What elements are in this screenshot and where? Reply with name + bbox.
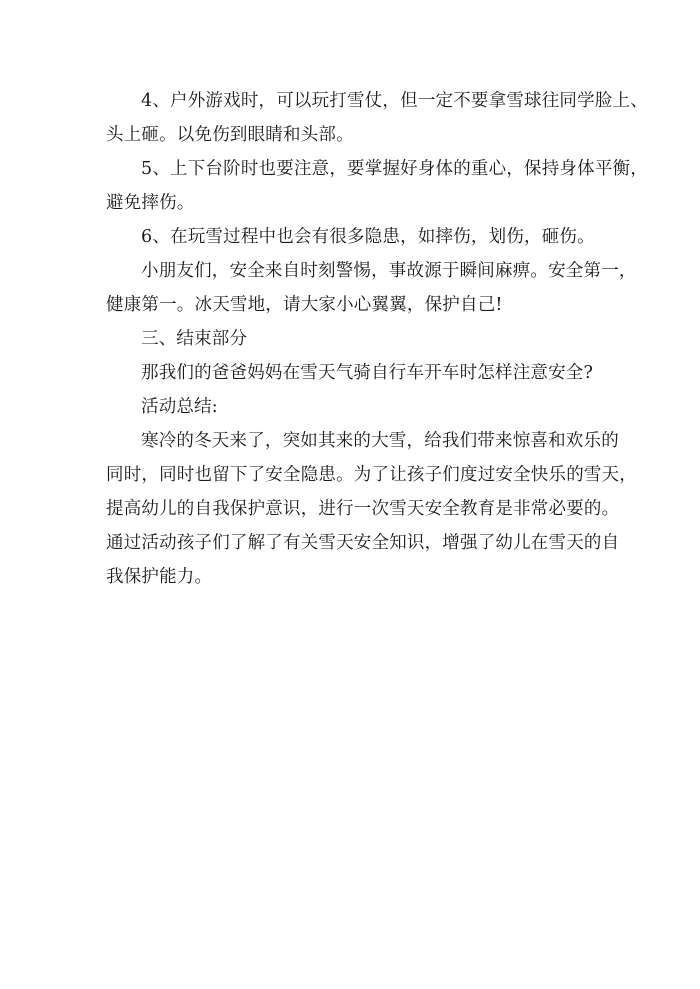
text-line: 寒冷的冬天来了，突如其来的大雪，给我们带来惊喜和欢乐的 xyxy=(141,431,619,451)
text-line: 我保护能力。 xyxy=(106,567,213,587)
text-line: 提高幼儿的自我保护意识，进行一次雪天安全教育是非常必要的。 xyxy=(106,499,620,519)
text-line: 6、在玩雪过程中也会有很多隐患，如摔伤，划伤，砸伤。 xyxy=(141,227,595,247)
text-line: 头上砸。以免伤到眼睛和头部。 xyxy=(106,125,354,145)
subsection-heading: 活动总结: xyxy=(141,397,218,417)
section-heading: 三、结束部分 xyxy=(141,329,248,349)
text-line: 5、上下台阶时也要注意，要掌握好身体的重心，保持身体平衡， xyxy=(141,159,648,179)
text-line: 那我们的爸爸妈妈在雪天气骑自行车开车时怎样注意安全? xyxy=(141,363,594,383)
document-body xyxy=(106,84,648,594)
text-line: 同时，同时也留下了安全隐患。为了让孩子们度过安全快乐的雪天， xyxy=(106,465,637,485)
text-line: 健康第一。冰天雪地，请大家小心翼翼，保护自己! xyxy=(106,295,503,315)
text-line: 避免摔伤。 xyxy=(106,193,195,213)
text-line: 小朋友们，安全来自时刻警惕，事故源于瞬间麻痹。安全第一， xyxy=(141,261,637,281)
text-line: 4、户外游戏时，可以玩打雪仗，但一定不要拿雪球往同学脸上、 xyxy=(141,91,648,111)
text-line: 通过活动孩子们了解了有关雪天安全知识，增强了幼儿在雪天的自 xyxy=(106,533,620,553)
